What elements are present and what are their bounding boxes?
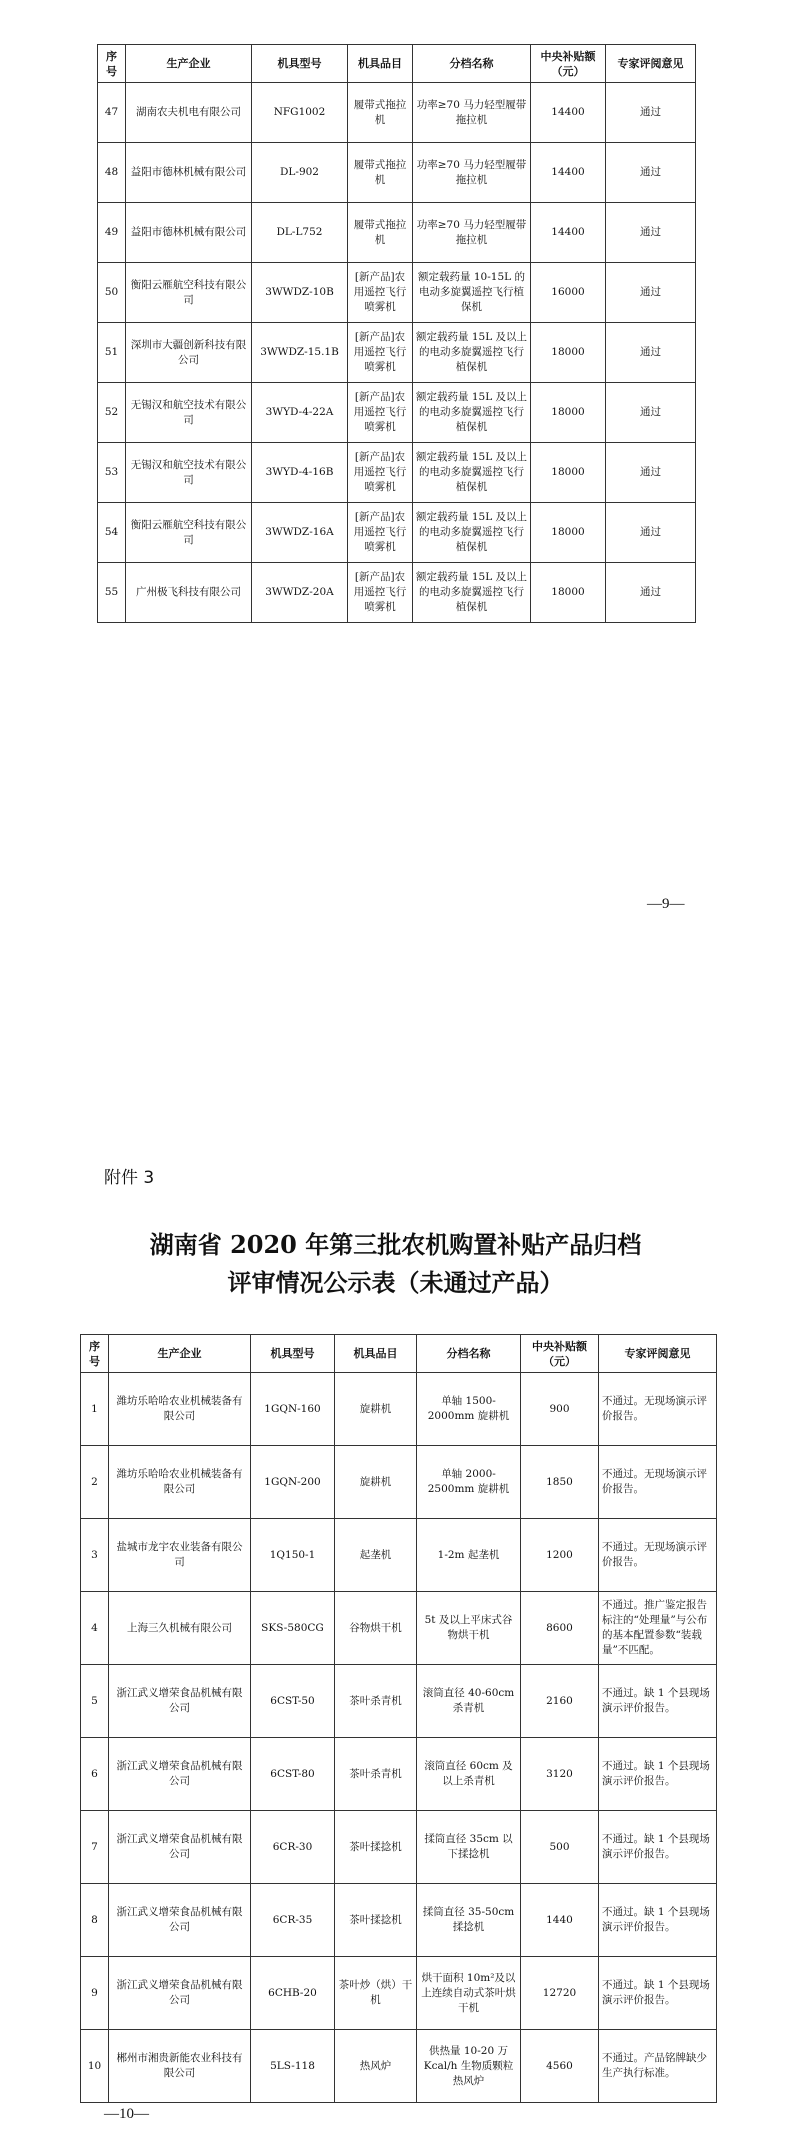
cell-category: 谷物烘干机 (335, 1592, 417, 1665)
cell-tier: 5t 及以上平床式谷物烘干机 (417, 1592, 521, 1665)
cell-opinion: 通过 (606, 383, 696, 443)
cell-manufacturer: 潍坊乐哈哈农业机械装备有限公司 (109, 1373, 251, 1446)
cell-subsidy: 14400 (531, 143, 606, 203)
cell-model: 6CR-30 (251, 1811, 335, 1884)
cell-subsidy: 12720 (521, 1957, 599, 2030)
cell-category: 旋耕机 (335, 1446, 417, 1519)
column-header-seq: 序号 (98, 45, 126, 83)
cell-manufacturer: 衡阳云雁航空科技有限公司 (126, 503, 252, 563)
cell-seq: 6 (81, 1738, 109, 1811)
cell-seq: 5 (81, 1665, 109, 1738)
cell-model: 6CR-35 (251, 1884, 335, 1957)
cell-subsidy: 3120 (521, 1738, 599, 1811)
cell-subsidy: 18000 (531, 323, 606, 383)
approved-products-table (97, 44, 696, 623)
column-header-tier: 分档名称 (413, 45, 531, 83)
column-header-subsidy: 中央补贴额（元） (531, 45, 606, 83)
column-header-tier: 分档名称 (417, 1335, 521, 1373)
cell-category: 茶叶揉捻机 (335, 1884, 417, 1957)
cell-subsidy: 18000 (531, 383, 606, 443)
column-header-category: 机具品目 (335, 1335, 417, 1373)
cell-subsidy: 900 (521, 1373, 599, 1446)
cell-tier: 供热量 10-20 万 Kcal/h 生物质颗粒热风炉 (417, 2030, 521, 2103)
cell-opinion: 通过 (606, 323, 696, 383)
cell-opinion: 通过 (606, 83, 696, 143)
cell-category: 履带式拖拉机 (348, 83, 413, 143)
cell-opinion: 不通过。缺 1 个县现场演示评价报告。 (599, 1957, 717, 2030)
table-row (81, 1811, 717, 1884)
cell-manufacturer: 广州极飞科技有限公司 (126, 563, 252, 623)
table-row (81, 1519, 717, 1592)
cell-tier: 额定载药量 15L 及以上的电动多旋翼遥控飞行植保机 (413, 383, 531, 443)
cell-subsidy: 4560 (521, 2030, 599, 2103)
cell-seq: 51 (98, 323, 126, 383)
cell-category: 茶叶炒（烘）干机 (335, 1957, 417, 2030)
column-header-opinion: 专家评阅意见 (599, 1335, 717, 1373)
column-header-category: 机具品目 (348, 45, 413, 83)
cell-model: 3WWDZ-15.1B (252, 323, 348, 383)
cell-category: [新产品]农用遥控飞行喷雾机 (348, 563, 413, 623)
page-title (0, 1226, 791, 1302)
table-row (98, 503, 696, 563)
cell-tier: 滚筒直径 40-60cm 杀青机 (417, 1665, 521, 1738)
cell-opinion: 通过 (606, 443, 696, 503)
cell-opinion: 不通过。推广鉴定报告标注的“处理量”与公布的基本配置参数“装载量”不匹配。 (599, 1592, 717, 1665)
table-row (81, 1738, 717, 1811)
rejected-products-table (80, 1334, 717, 2103)
cell-seq: 10 (81, 2030, 109, 2103)
cell-subsidy: 500 (521, 1811, 599, 1884)
cell-manufacturer: 益阳市德林机械有限公司 (126, 143, 252, 203)
cell-opinion: 不通过。无现场演示评价报告。 (599, 1446, 717, 1519)
cell-manufacturer: 益阳市德林机械有限公司 (126, 203, 252, 263)
cell-subsidy: 8600 (521, 1592, 599, 1665)
cell-category: 履带式拖拉机 (348, 203, 413, 263)
cell-opinion: 不通过。缺 1 个县现场演示评价报告。 (599, 1665, 717, 1738)
cell-tier: 额定载药量 10-15L 的电动多旋翼遥控飞行植保机 (413, 263, 531, 323)
cell-opinion: 不通过。无现场演示评价报告。 (599, 1373, 717, 1446)
cell-subsidy: 1440 (521, 1884, 599, 1957)
cell-subsidy: 18000 (531, 563, 606, 623)
cell-manufacturer: 浙江武义增荣食品机械有限公司 (109, 1811, 251, 1884)
cell-tier: 额定载药量 15L 及以上的电动多旋翼遥控飞行植保机 (413, 563, 531, 623)
table-row (81, 1884, 717, 1957)
cell-subsidy: 1200 (521, 1519, 599, 1592)
cell-tier: 额定载药量 15L 及以上的电动多旋翼遥控飞行植保机 (413, 503, 531, 563)
table-row (81, 1957, 717, 2030)
page-number: —9— (647, 896, 685, 912)
column-header-manufacturer: 生产企业 (126, 45, 252, 83)
cell-model: DL-902 (252, 143, 348, 203)
cell-subsidy: 18000 (531, 503, 606, 563)
cell-manufacturer: 浙江武义增荣食品机械有限公司 (109, 1738, 251, 1811)
cell-seq: 7 (81, 1811, 109, 1884)
column-header-subsidy: 中央补贴额（元） (521, 1335, 599, 1373)
cell-subsidy: 14400 (531, 203, 606, 263)
table-row (81, 1665, 717, 1738)
cell-category: [新产品]农用遥控飞行喷雾机 (348, 323, 413, 383)
cell-manufacturer: 无锡汉和航空技术有限公司 (126, 383, 252, 443)
cell-category: 茶叶杀青机 (335, 1665, 417, 1738)
cell-tier: 功率≥70 马力轻型履带拖拉机 (413, 203, 531, 263)
cell-subsidy: 16000 (531, 263, 606, 323)
cell-manufacturer: 上海三久机械有限公司 (109, 1592, 251, 1665)
column-header-seq: 序号 (81, 1335, 109, 1373)
cell-opinion: 不通过。缺 1 个县现场演示评价报告。 (599, 1811, 717, 1884)
cell-category: [新产品]农用遥控飞行喷雾机 (348, 443, 413, 503)
table-row (98, 563, 696, 623)
cell-model: DL-L752 (252, 203, 348, 263)
table-row (81, 1446, 717, 1519)
table-row (98, 323, 696, 383)
cell-tier: 功率≥70 马力轻型履带拖拉机 (413, 143, 531, 203)
cell-model: 3WYD-4-22A (252, 383, 348, 443)
title-line-1: 湖南省 2020 年第三批农机购置补贴产品归档 (149, 1230, 642, 1259)
cell-opinion: 不通过。缺 1 个县现场演示评价报告。 (599, 1884, 717, 1957)
cell-category: 茶叶杀青机 (335, 1738, 417, 1811)
cell-seq: 9 (81, 1957, 109, 2030)
table-header-row (98, 45, 696, 83)
cell-model: 3WWDZ-20A (252, 563, 348, 623)
column-header-opinion: 专家评阅意见 (606, 45, 696, 83)
cell-seq: 4 (81, 1592, 109, 1665)
cell-manufacturer: 衡阳云雁航空科技有限公司 (126, 263, 252, 323)
cell-seq: 8 (81, 1884, 109, 1957)
cell-tier: 单轴 1500-2000mm 旋耕机 (417, 1373, 521, 1446)
table-row (98, 83, 696, 143)
cell-model: 5LS-118 (251, 2030, 335, 2103)
cell-tier: 烘干面积 10m²及以上连续自动式茶叶烘干机 (417, 1957, 521, 2030)
cell-subsidy: 14400 (531, 83, 606, 143)
cell-manufacturer: 浙江武义增荣食品机械有限公司 (109, 1665, 251, 1738)
cell-tier: 单轴 2000-2500mm 旋耕机 (417, 1446, 521, 1519)
column-header-manufacturer: 生产企业 (109, 1335, 251, 1373)
table-row (98, 383, 696, 443)
table-row (98, 203, 696, 263)
cell-model: 6CHB-20 (251, 1957, 335, 2030)
cell-tier: 滚筒直径 60cm 及以上杀青机 (417, 1738, 521, 1811)
cell-model: 6CST-50 (251, 1665, 335, 1738)
cell-subsidy: 18000 (531, 443, 606, 503)
cell-category: 茶叶揉捻机 (335, 1811, 417, 1884)
cell-model: 1GQN-160 (251, 1373, 335, 1446)
attachment-label: 附件 3 (104, 1168, 155, 1188)
cell-seq: 49 (98, 203, 126, 263)
cell-tier: 功率≥70 马力轻型履带拖拉机 (413, 83, 531, 143)
table-row (81, 2030, 717, 2103)
cell-model: NFG1002 (252, 83, 348, 143)
table-row (81, 1592, 717, 1665)
cell-opinion: 通过 (606, 203, 696, 263)
cell-opinion: 通过 (606, 503, 696, 563)
cell-category: 旋耕机 (335, 1373, 417, 1446)
cell-seq: 48 (98, 143, 126, 203)
cell-opinion: 通过 (606, 563, 696, 623)
cell-seq: 55 (98, 563, 126, 623)
cell-seq: 50 (98, 263, 126, 323)
cell-seq: 53 (98, 443, 126, 503)
cell-model: 6CST-80 (251, 1738, 335, 1811)
cell-category: [新产品]农用遥控飞行喷雾机 (348, 383, 413, 443)
cell-category: 热风炉 (335, 2030, 417, 2103)
cell-manufacturer: 郴州市湘贵新能农业科技有限公司 (109, 2030, 251, 2103)
cell-tier: 揉筒直径 35-50cm 揉捻机 (417, 1884, 521, 1957)
cell-tier: 额定载药量 15L 及以上的电动多旋翼遥控飞行植保机 (413, 323, 531, 383)
cell-model: 1Q150-1 (251, 1519, 335, 1592)
table-header-row (81, 1335, 717, 1373)
cell-subsidy: 2160 (521, 1665, 599, 1738)
cell-model: SKS-580CG (251, 1592, 335, 1665)
cell-subsidy: 1850 (521, 1446, 599, 1519)
cell-manufacturer: 深圳市大疆创新科技有限公司 (126, 323, 252, 383)
cell-manufacturer: 浙江武义增荣食品机械有限公司 (109, 1957, 251, 2030)
cell-manufacturer: 浙江武义增荣食品机械有限公司 (109, 1884, 251, 1957)
cell-opinion: 不通过。无现场演示评价报告。 (599, 1519, 717, 1592)
cell-model: 3WYD-4-16B (252, 443, 348, 503)
title-line-2: 评审情况公示表（未通过产品） (227, 1268, 564, 1297)
cell-tier: 1-2m 起垄机 (417, 1519, 521, 1592)
cell-manufacturer: 潍坊乐哈哈农业机械装备有限公司 (109, 1446, 251, 1519)
cell-manufacturer: 湖南农夫机电有限公司 (126, 83, 252, 143)
cell-seq: 2 (81, 1446, 109, 1519)
cell-tier: 额定载药量 15L 及以上的电动多旋翼遥控飞行植保机 (413, 443, 531, 503)
table-body (98, 83, 696, 623)
cell-seq: 3 (81, 1519, 109, 1592)
table-body (81, 1373, 717, 2103)
table-row (81, 1373, 717, 1446)
cell-tier: 揉筒直径 35cm 以下揉捻机 (417, 1811, 521, 1884)
table-row (98, 443, 696, 503)
table-row (98, 263, 696, 323)
cell-seq: 47 (98, 83, 126, 143)
cell-manufacturer: 无锡汉和航空技术有限公司 (126, 443, 252, 503)
cell-seq: 54 (98, 503, 126, 563)
cell-seq: 52 (98, 383, 126, 443)
cell-seq: 1 (81, 1373, 109, 1446)
table-row (98, 143, 696, 203)
cell-opinion: 不通过。缺 1 个县现场演示评价报告。 (599, 1738, 717, 1811)
cell-opinion: 通过 (606, 143, 696, 203)
cell-opinion: 不通过。产品铭牌缺少生产执行标准。 (599, 2030, 717, 2103)
cell-category: 履带式拖拉机 (348, 143, 413, 203)
cell-category: [新产品]农用遥控飞行喷雾机 (348, 503, 413, 563)
cell-model: 3WWDZ-10B (252, 263, 348, 323)
cell-model: 3WWDZ-16A (252, 503, 348, 563)
cell-category: 起垄机 (335, 1519, 417, 1592)
cell-opinion: 通过 (606, 263, 696, 323)
column-header-model: 机具型号 (251, 1335, 335, 1373)
cell-category: [新产品]农用遥控飞行喷雾机 (348, 263, 413, 323)
page-number: —10— (104, 2106, 149, 2122)
cell-manufacturer: 盐城市龙宇农业装备有限公司 (109, 1519, 251, 1592)
cell-model: 1GQN-200 (251, 1446, 335, 1519)
column-header-model: 机具型号 (252, 45, 348, 83)
